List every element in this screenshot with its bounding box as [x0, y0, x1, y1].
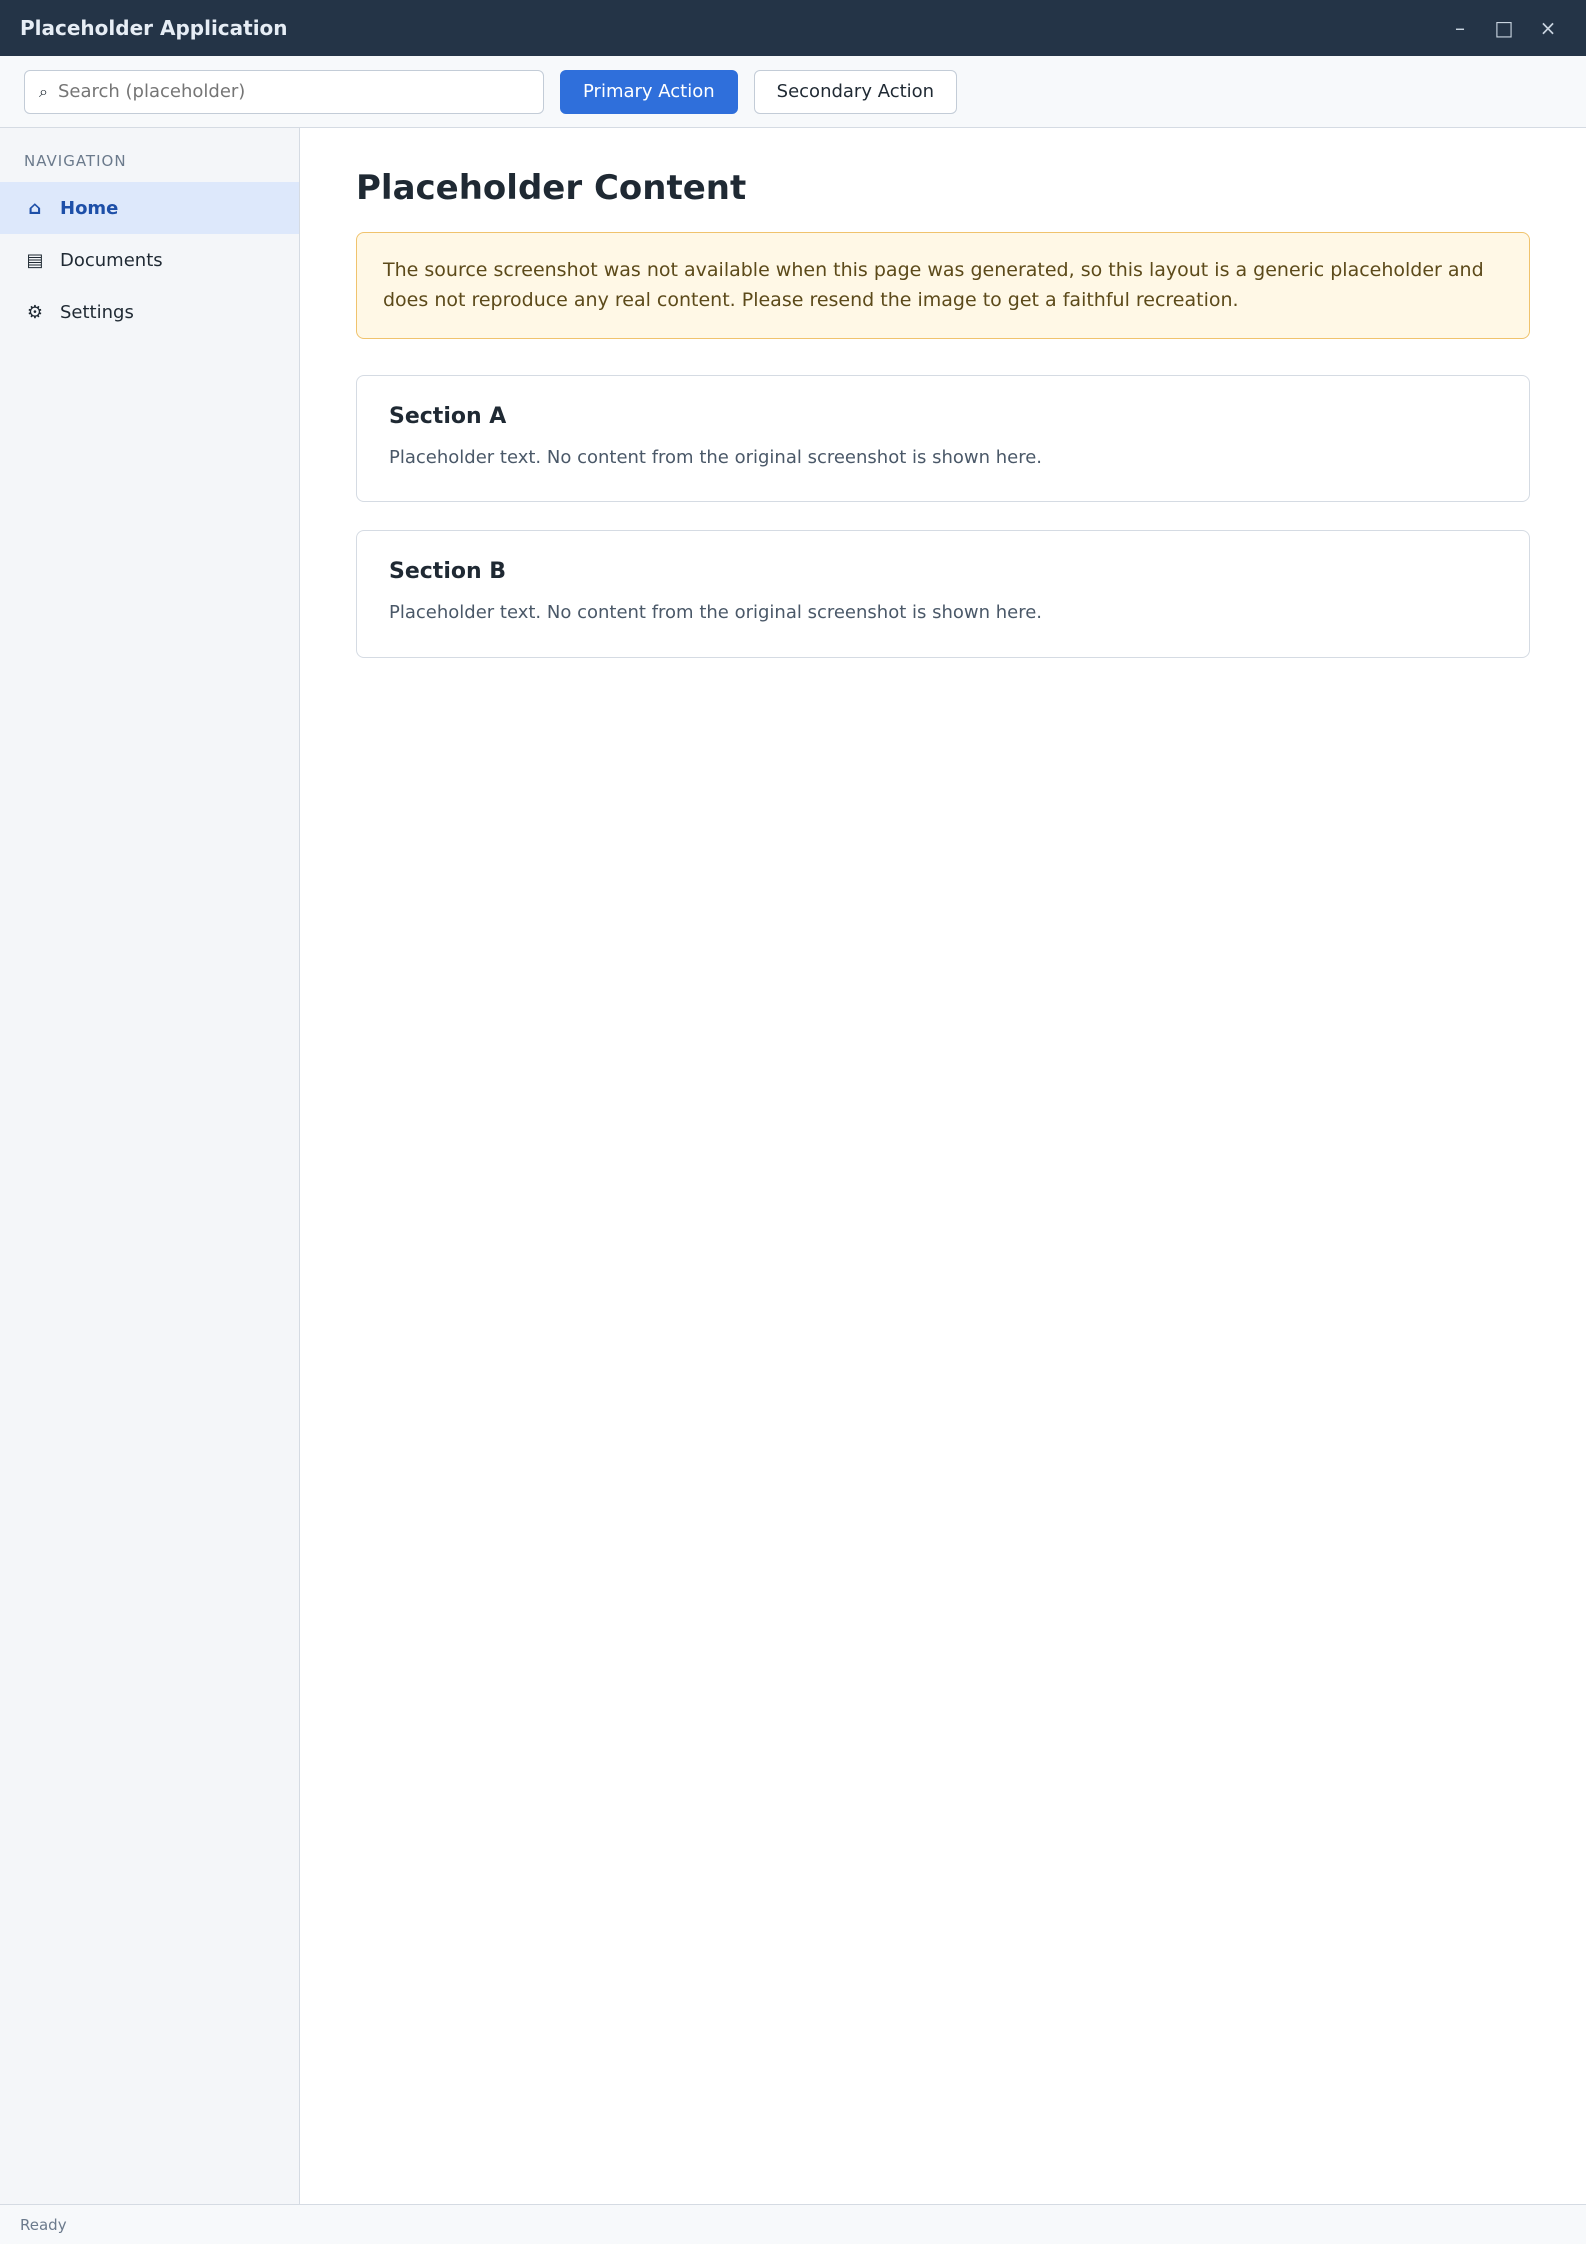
minimize-icon[interactable]: –: [1455, 16, 1465, 40]
toolbar: [0, 56, 1586, 128]
search-input[interactable]: [58, 81, 529, 102]
status-text: Ready: [20, 2215, 67, 2234]
secondary-button[interactable]: Secondary Action: [754, 70, 957, 114]
window-title: Placeholder Application: [20, 16, 288, 40]
gear-icon: ⚙: [26, 301, 44, 323]
primary-button[interactable]: Primary Action: [560, 70, 738, 114]
sidebar-heading: NAVIGATION: [24, 152, 127, 170]
card-title: Section A: [389, 403, 507, 429]
title-bar: [0, 0, 1586, 56]
search-box: [24, 70, 544, 114]
sidebar: [0, 128, 300, 2204]
main-panel: [300, 128, 1586, 2204]
sidebar-item-home[interactable]: [0, 182, 299, 234]
placeholder-notice: The source screenshot was not available when this page was generated, so this layout is a generic placeholder and does not reproduce any real content. Please resend the image to get a faithful recreation.: [356, 232, 1530, 339]
sidebar-item-documents[interactable]: [0, 234, 299, 286]
search-icon: ⌕: [39, 81, 48, 101]
content-card: [356, 530, 1530, 658]
card-text: Placeholder text. No content from the original screenshot is shown here.: [389, 446, 1043, 468]
content-area: [0, 128, 1586, 2204]
close-icon[interactable]: ×: [1539, 16, 1557, 40]
status-bar: [0, 2204, 1586, 2244]
maximize-icon[interactable]: □: [1494, 16, 1514, 40]
document-icon: ▤: [26, 249, 44, 271]
sidebar-item-label: Settings: [60, 301, 134, 323]
card-title: Section B: [389, 559, 507, 585]
sidebar-item-label: Documents: [60, 249, 163, 271]
home-icon: ⌂: [28, 197, 42, 219]
page-title: Placeholder Content: [356, 168, 747, 208]
content-card: [356, 375, 1530, 503]
sidebar-item-label: Home: [60, 197, 119, 219]
card-text: Placeholder text. No content from the original screenshot is shown here.: [389, 602, 1043, 624]
sidebar-item-settings[interactable]: [0, 286, 299, 338]
